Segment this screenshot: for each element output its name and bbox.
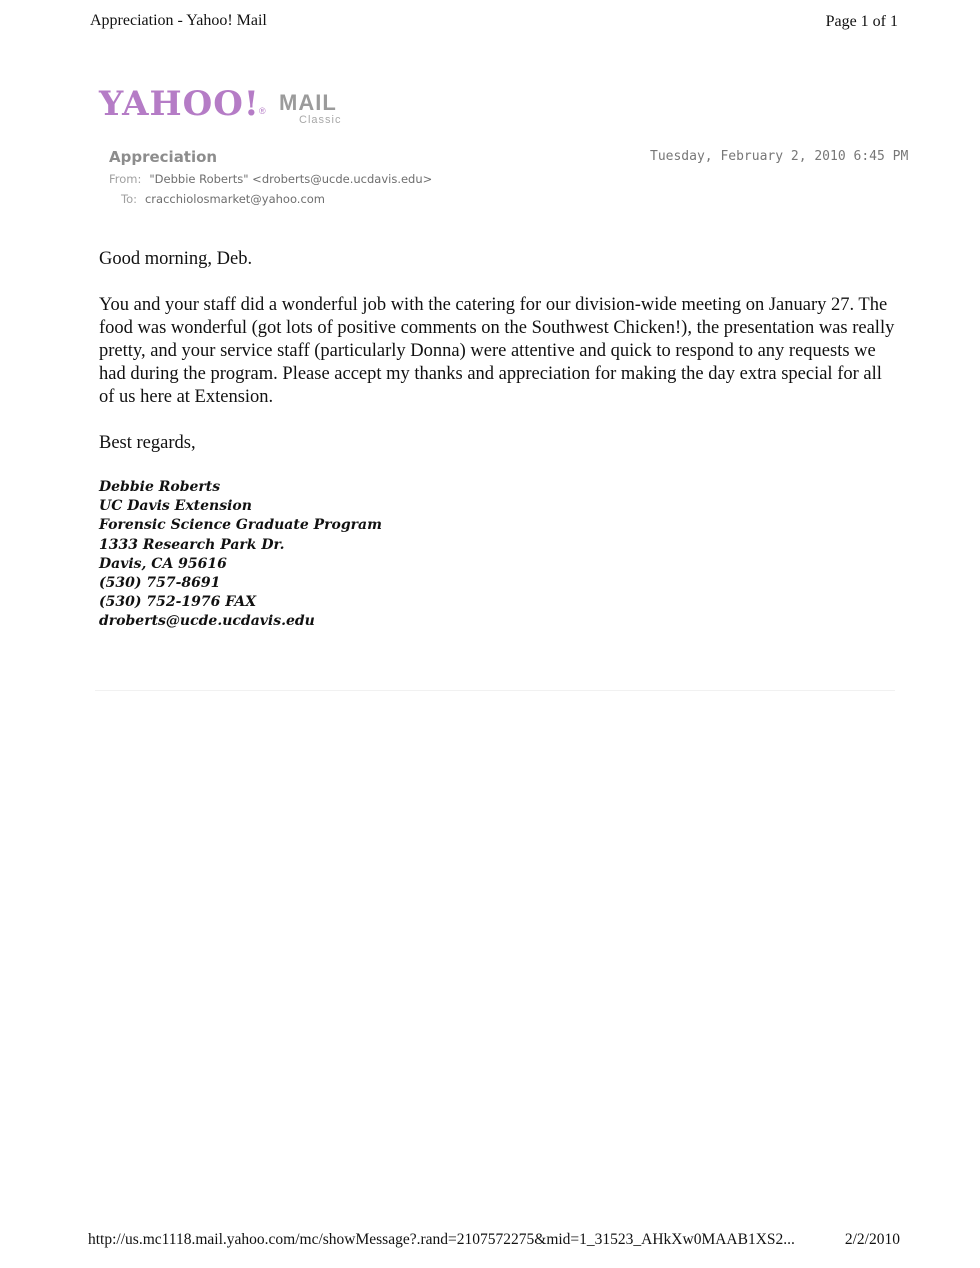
signature-name: Debbie Roberts — [99, 479, 221, 495]
logo-product: MAIL — [279, 90, 337, 115]
message-from-row — [109, 172, 432, 186]
divider — [95, 690, 895, 691]
signature-email: droberts@ucde.ucdavis.edu — [99, 613, 315, 630]
from-value: "Debbie Roberts" <droberts@ucde.ucdavis.edu> — [149, 172, 433, 186]
message-date: Tuesday, February 2, 2010 6:45 PM — [650, 149, 909, 164]
to-label: To: — [121, 192, 137, 206]
signature-block — [99, 478, 499, 632]
message-body — [99, 248, 899, 478]
signature-street: 1333 Research Park Dr. — [99, 536, 285, 553]
message-to-row — [121, 192, 325, 206]
message-paragraph: You and your staff did a wonderful job with the catering for our division-wide meeting on January 27. The food was wonderful (got lots of positive comments on the Southwest Chicken!), the presentation was really pretty, and your service staff (particularly Donna) were attentive and quick to respond to any requests we had during the program. Please accept my thanks and appreciation for making the day extra special for all of us here at Extension. — [99, 295, 895, 407]
signature-fax: (530) 752-1976 FAX — [99, 594, 257, 611]
message-greeting: Good morning, Deb. — [99, 249, 253, 269]
message-subject: Appreciation — [109, 148, 218, 166]
signature-program: Forensic Science Graduate Program — [99, 517, 382, 534]
from-label: From: — [109, 172, 142, 186]
print-header — [0, 10, 980, 34]
message-closing: Best regards, — [99, 433, 196, 453]
message-header — [0, 142, 980, 212]
signature-phone: (530) 757-8691 — [99, 575, 221, 592]
print-page-number: Page 1 of 1 — [825, 13, 898, 30]
print-url: http://us.mc1118.mail.yahoo.com/mc/showMessage?.rand=2107572275&mid=1_31523_AHkXw0MAAB1XS2... — [88, 1231, 795, 1248]
print-page-title: Appreciation - Yahoo! Mail — [90, 12, 267, 29]
logo-registered-mark: ® — [259, 106, 266, 116]
logo-edition: Classic — [299, 114, 342, 126]
print-date: 2/2/2010 — [844, 1231, 900, 1248]
signature-city: Davis, CA 95616 — [99, 555, 227, 572]
signature-organization: UC Davis Extension — [99, 498, 252, 515]
print-footer — [0, 1228, 980, 1252]
logo-brand: YAHOO! — [99, 84, 260, 124]
to-value: cracchiolosmarket@yahoo.com — [144, 192, 326, 206]
